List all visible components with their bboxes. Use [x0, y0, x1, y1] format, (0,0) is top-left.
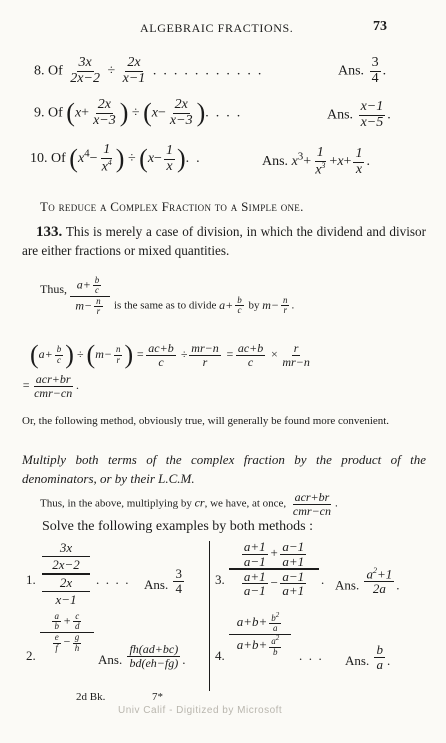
solve-heading: Solve the following examples by both methods : — [42, 519, 314, 534]
example-number: 2. — [26, 648, 36, 663]
answer-fraction: $\frac{1}{x^3}$ — [315, 145, 326, 178]
answer-label: Ans. — [262, 154, 289, 170]
complex-fraction-display: a+ $\frac{b}{c}$ m− $\frac{n}{r}$ — [70, 276, 110, 317]
answer-label: Ans. — [345, 653, 370, 669]
example-number: 3. — [215, 572, 225, 587]
example-number: 4. — [215, 648, 225, 663]
exercise-9: 9. Of (x+ $\frac{2x}{x-3}$ ) ÷ (x− $\frac{2x}{x-3}$ ). . . . — [34, 97, 241, 128]
fraction: $\frac{1}{x^4}$ — [101, 142, 112, 175]
rule-text: Multiply both terms of the complex fraction by the product of the denominators, or by their L.C.M. — [22, 452, 426, 486]
answer-8: Ans. $\frac{3}{4}$ . — [338, 55, 387, 86]
of-label: Of — [48, 63, 63, 79]
of-label: Of — [48, 105, 63, 121]
fraction: $\frac{3x}{2x-2}$ — [70, 55, 100, 86]
column-divider — [209, 541, 210, 691]
article-133 — [22, 223, 426, 260]
exercise-number: 8. — [34, 63, 45, 79]
digitization-watermark: Univ Calif - Digitized by Microsoft — [118, 705, 283, 716]
exercise-number: 9. — [34, 105, 45, 121]
article-text: This is merely a case of division, in which the dividend and divisor are either fractions or mixed quantities. — [22, 224, 426, 258]
article-number: 133. — [36, 224, 63, 240]
of-label: Of — [51, 151, 66, 167]
answer-label: Ans. — [144, 577, 169, 593]
footer-mark: 7* — [152, 691, 163, 703]
answer-10: Ans. $x^3+$ $\frac{1}{x^3}$ +x+ $\frac{1}{x}$ . — [262, 145, 370, 178]
answer-label: Ans. — [327, 107, 354, 123]
answer-label: Ans. — [98, 652, 123, 668]
thus-above: Thus, in the above, multiplying by cr, we have, at once, $\frac{\text{acr+br}}{\text{cmr−cn}}$ . — [40, 490, 338, 518]
fraction: $\frac{2x}{x-1}$ — [122, 55, 146, 86]
alternative-method-text: Or, the following method, obviously true, will generally be found more convenient. — [22, 415, 390, 427]
answer-label: Ans. — [335, 577, 360, 593]
thus-label: Thus, — [40, 282, 67, 296]
example-number: 1. — [26, 572, 36, 587]
answer-fraction: $\frac{x-1}{x-5}$ — [360, 99, 384, 130]
exercise-8: 8. Of $\frac{3x}{2x-2}$ ÷ $\frac{2x}{x-1}$ . . . . . . . . . . . — [34, 55, 262, 86]
running-header: ALGEBRAIC FRACTIONS. — [140, 21, 294, 35]
answer-label: Ans. — [338, 63, 365, 79]
section-heading: To reduce a Complex Fraction to a Simple one. — [40, 199, 304, 214]
thus-example — [40, 282, 67, 297]
thus-middle: is the same as to divide a+ $\frac{b}{c}$ by m− $\frac{n}{r}$ . — [114, 295, 295, 316]
answer-fraction: $\frac{3}{4}$ — [371, 55, 379, 86]
fraction: $\frac{1}{x}$ — [165, 142, 173, 174]
answer-9: Ans. $\frac{x-1}{x-5}$ . — [327, 99, 391, 130]
worked-division: (a+ $\frac{b}{c}$ ) ÷ (m− $\frac{n}{r}$ ) = $\frac{ac+b}{c}$ ÷ $\frac{mr-n}{r}$ = $\frac{ac+b}{c}$ × $\frac{r}{mr-n}$ — [30, 340, 310, 370]
exercise-number: 10. — [30, 151, 48, 167]
worked-result: = $\frac{\text{acr+br}}{\text{cmr−cn}}$ . — [22, 372, 80, 400]
fraction: $\frac{2x}{x-3}$ — [93, 97, 116, 128]
book-page: ALGEBRAIC FRACTIONS. 73 8. Of $\frac{3x}{2x-2}$ ÷ $\frac{2x}{x-1}$ . . . . . . . . . . . Ans. $\frac{3}{4}$ . 9. Of (x+ $\frac{2x}{x-3}$ ) ÷ (x− $\frac{2x}{x-3}$ ). . . . Ans. $\frac{x-1}{x-5}$ . 10. Of ($x^4-$ $\frac{1}{x^4}$ ) ÷ (x− $\frac{1}{x}$ ). . Ans. $x^3+$ $\frac{1}{x^3}$ +x+ $\frac{1}{x}$ . To reduce a Complex Fraction to a Simple one. 133. This is merely a case of division, in which the dividend and divisor are either fractions or mixed quantities. Thus, a+ $\frac{b}{c}$ m− $\frac{n}{r}$ is the same as to divide a+ $\frac{b}{c}$ by m− $\frac{n}{r}$ . (a+ $\frac{b}{c}$ ) ÷ (m− $\frac{n}{r}$ ) = $\frac{ac+b}{c}$ ÷ $\frac{mr-n}{r}$ = $\frac{ac+b}{c}$ × $\frac{r}{mr-n}$ = $\frac{\text{acr+br}}{\text{cmr−cn}}$ . Or, the following method, obviously true, will generally be found more convenient. Multiply both terms of the complex fraction by the product of the denominators, or by their L.C.M. Thus, in the above, multiplying by cr, we have, at once, $\frac{\text{acr+br}}{\text{cmr−cn}}$ . Solve the following examples by both methods : 1. 3x 2x−2 2x x−1 . . . . Ans. $\frac{3}{4}$ 3. $\frac{a+1}{a-1}$ + $\frac{a-1}{a+1}$ $\frac{a+1}{a-1}$ − $\frac{a-1}{a+1}$ . Ans. $\frac{a^2+1}{2a}$ . 2. $\frac{a}{b}$ + $\frac{c}{d}$ $\frac{e}{f}$ − $\frac{g}{h}$ Ans. $\frac{fh(ad+bc)}{bd(eh-fg)}$ . 4. a+b+ $\frac{b^2}{a}$ a+b+ $\frac{a^2}{b}$ . . . Ans. $\frac{b}{a}$ . 2d Bk. 7* Univ Calif - Digitized by Microsoft — [22, 19, 426, 716]
page-number: 73 — [373, 19, 387, 34]
answer-fraction: $\frac{1}{x}$ — [355, 145, 363, 177]
footer-signature: 2d Bk. — [76, 691, 106, 703]
fraction: $\frac{2x}{x-3}$ — [169, 97, 193, 128]
exercise-10: 10. Of ($x^4-$ $\frac{1}{x^4}$ ) ÷ (x− $\frac{1}{x}$ ). . — [30, 142, 200, 175]
